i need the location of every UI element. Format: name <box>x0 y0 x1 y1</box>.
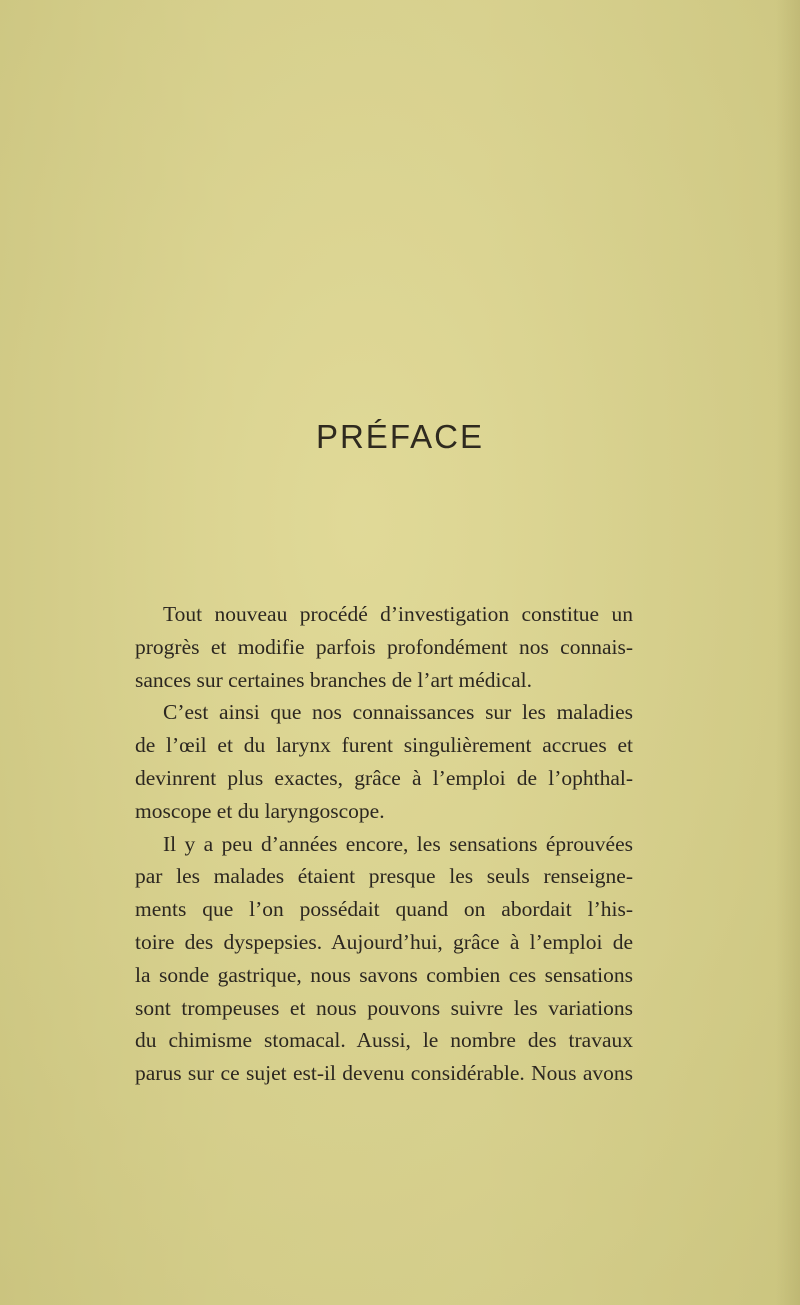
text-line: parus sur ce sujet est-il devenu considérable. Nous avons <box>135 1061 633 1086</box>
text-line: la sonde gastrique, nous savons combien ces sensations <box>135 962 633 987</box>
text-line: devinrent plus exactes, grâce à l’emploi de l’ophthal- <box>135 765 633 790</box>
text-line: moscope et du laryngoscope. <box>135 798 385 823</box>
text-line: sances sur certaines branches de l’art médical. <box>135 667 532 692</box>
page-edge-shadow <box>776 0 800 1305</box>
text-line: progrès et modifie parfois profondément nos connais- <box>135 634 633 659</box>
text-line: par les malades étaient presque les seuls renseigne- <box>135 864 633 889</box>
text-line: ments que l’on possédait quand on abordait l’his- <box>135 897 633 922</box>
text-line: du chimisme stomacal. Aussi, le nombre des travaux <box>135 1028 633 1053</box>
text-line: toire des dyspepsies. Aujourd’hui, grâce à l’emploi de <box>135 929 633 954</box>
text-line: C’est ainsi que nos connaissances sur les maladies <box>163 700 633 725</box>
text-line: Tout nouveau procédé d’investigation constitue un <box>163 602 633 626</box>
text-line: sont trompeuses et nous pouvons suivre les variations <box>135 995 633 1020</box>
text-line: de l’œil et du larynx furent singulièrement accrues et <box>135 733 633 758</box>
body-text <box>135 598 633 1090</box>
chapter-title: PRÉFACE <box>315 418 485 455</box>
text-line: Il y a peu d’années encore, les sensations éprouvées <box>163 831 633 856</box>
